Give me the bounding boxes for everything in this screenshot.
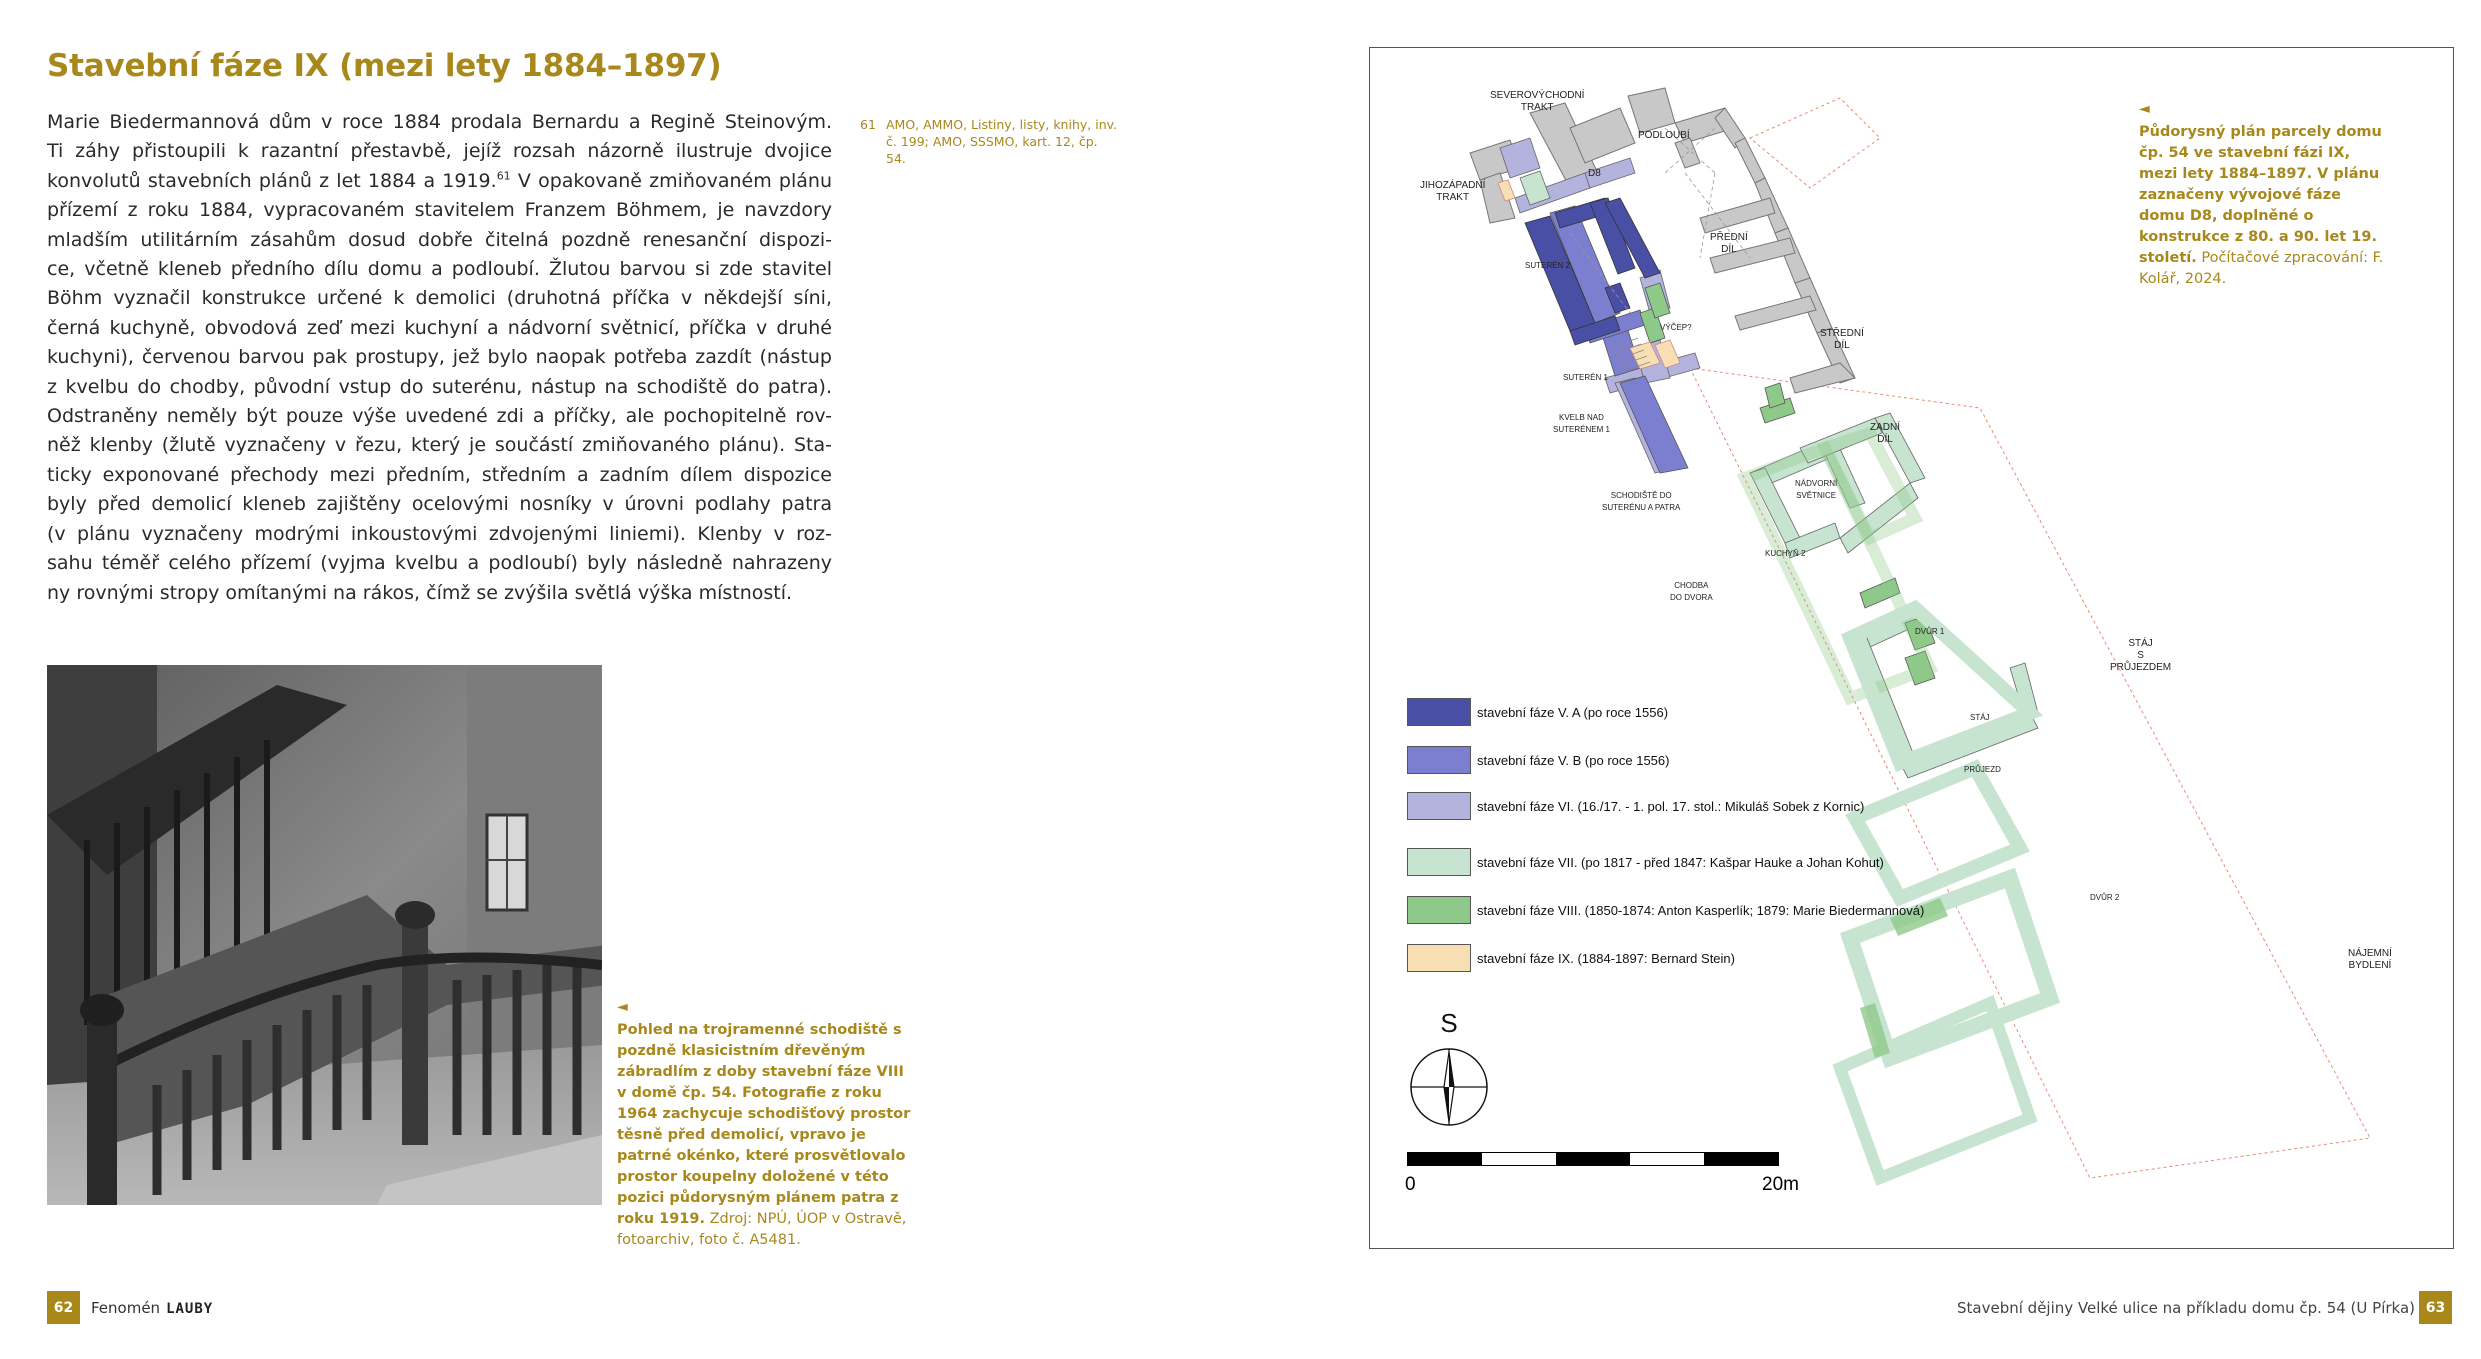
scale-bar: [1405, 1152, 1799, 1212]
legend-label: stavební fáze IX. (1884-1897: Bernard Stein): [1477, 951, 1735, 966]
body-line: kuchyni), červenou barvou pak prostupy, jež bylo naopak potřeba zazdít (nástup: [47, 346, 832, 369]
plan-label-podlobi: PODLOUBÍ: [1638, 130, 1690, 141]
plan-label-vycep: VÝČEP?: [1660, 323, 1692, 332]
footnote: [860, 116, 1120, 167]
north-arrow: [1404, 1008, 1494, 1158]
plan-label-dvur2: DVŮR 2: [2090, 893, 2120, 902]
legend-swatch: [1407, 746, 1471, 774]
body-line-part: konvolutů stavebních plánů z let 1884 a 1919.: [47, 169, 497, 192]
plan-caption: [2139, 102, 2389, 290]
plan-label-predni: PŘEDNÍ DÍL: [1710, 232, 1748, 255]
plan-label-zadni: ZADNÍ DÍL: [1870, 422, 1900, 445]
plan-label-stredni: STŘEDNÍ DÍL: [1820, 328, 1864, 351]
body-line: ticky exponované přechody mezi předním, středním a zadním dílem dispozice: [47, 463, 832, 486]
body-line: Odstraněny neměly být pouze výše uvedené zdi a příčky, ale pochopitelně rov-: [47, 405, 832, 428]
scale-start-label: 0: [1405, 1174, 1416, 1195]
page-number-right: 63: [2419, 1291, 2452, 1324]
scale-bar-segments: [1407, 1152, 1779, 1166]
plan-label-suteren2: SUTERÉN 2: [1525, 261, 1570, 270]
plan-label-chodba: CHODBA DO DVORA: [1670, 581, 1713, 602]
footnote-text: AMO, AMMO, Listiny, listy, knihy, inv. č. 199; AMO, SSSMO, kart. 12, čp. 54.: [886, 117, 1118, 166]
body-line: černá kuchyně, obvodová zeď mezi kuchyní a nádvorní světnicí, příčka v druhé: [47, 316, 832, 339]
footer-left: [91, 1299, 213, 1317]
legend-swatch: [1407, 848, 1471, 876]
body-text: [47, 108, 832, 608]
legend-swatch: [1407, 896, 1471, 924]
plan-label-suteren1: SUTERÉN 1: [1563, 373, 1608, 382]
photo-caption-bold: Pohled na trojramenné schodiště s pozdně klasicistním dřevěným zábradlím z doby stavební fáze VIII v domě čp. 54. Fotografie z roku 1964 zachycuje schodišťový prostor těsně před demolicí, vpravo je patrné okénko, které prosvětlovalo prostor koupelny doložené v této pozici půdorysným plánem patra z roku 1919.: [617, 1022, 911, 1227]
plan-caption-credit: Počítačové zpracování: F. Kolář, 2024.: [2139, 250, 2384, 287]
plan-label-najemni: NÁJEMNÍ BYDLENÍ: [2348, 948, 2392, 971]
legend-swatch: [1407, 944, 1471, 972]
caption-arrow-icon: ◄: [2139, 101, 2150, 117]
body-line: Marie Biedermannová dům v roce 1884 prodala Bernardu a Regině Steinovým.: [47, 111, 832, 133]
body-line: Ti záhy přistoupili k razantní přestavbě, jejíž rozsah názorně ilustruje dvojice: [47, 140, 832, 163]
body-line: mladším utilitárním zásahům dosud dobře čitelná pozdně renesanční dispozi-: [47, 228, 832, 251]
body-line: ny rovnými stropy omítanými na rákos, čímž se zvýšila světlá výška místností.: [47, 581, 793, 604]
plan-label-prujezd: PRŮJEZD: [1964, 765, 2001, 774]
body-line: ce, včetně kleneb předního dílu domu a podloubí. Žlutou barvou si zde stavitel: [47, 258, 832, 281]
plan-label-staj-s-prujezdem: STÁJ S PRŮJEZDEM: [2110, 638, 2172, 673]
plan-label-staj: STÁJ: [1970, 713, 1990, 722]
footnote-reference[interactable]: 61: [496, 169, 511, 183]
footer-series-text: Fenomén: [91, 1299, 161, 1317]
footer-right: Stavební dějiny Velké ulice na příkladu domu čp. 54 (U Pírka): [1957, 1299, 2415, 1317]
body-line: sahu téměř celého přízemí (vyjma kvelbu a podloubí) byly následně nahrazeny: [47, 552, 832, 575]
caption-arrow-icon: ◄: [617, 999, 628, 1015]
legend-label: stavební fáze VII. (po 1817 - před 1847: Kašpar Hauke a Johan Kohut): [1477, 855, 1884, 870]
scale-end-label: 20m: [1762, 1174, 1799, 1195]
body-line: přízemí z roku 1884, vypracovaném stavitelem Franzem Böhmem, je navzdory: [47, 199, 832, 222]
north-letter: S: [1440, 1008, 1458, 1038]
plan-label-dvur1: DVŮR 1: [1915, 627, 1945, 636]
body-line: (v plánu vyznačeny modrými inkoustovými zdvojenými liniemi). Klenby v roz-: [47, 522, 832, 545]
photo-caption: [617, 1000, 917, 1251]
legend-label: stavební fáze VIII. (1850-1874: Anton Kasperlík; 1879: Marie Biedermannová): [1477, 903, 1925, 918]
plan-label-kvelb: KVELB NAD SUTERÉNEM 1: [1553, 413, 1610, 434]
staircase-photo-image: [47, 665, 602, 1205]
plan-label-d8: D8: [1588, 168, 1601, 179]
page-number-left: 62: [47, 1291, 80, 1324]
body-line-part: V opakovaně zmiňovaném plánu: [510, 169, 832, 192]
body-line: Böhm vyznačil konstrukce určené k demolici (druhotná příčka v někdejší síni,: [47, 287, 832, 310]
body-line: něž klenby (žlutě vyznačeny v řezu, který je součástí zmiňovaného plánu). Sta-: [47, 434, 832, 457]
legend-swatch: [1407, 698, 1471, 726]
body-line: [47, 167, 832, 196]
plan-label-kuchyn2: KUCHYŇ 2: [1765, 549, 1806, 558]
body-line: z kvelbu do chodby, původní vstup do suterénu, nástup na schodiště do patra).: [47, 375, 832, 398]
legend-label: stavební fáze VI. (16./17. - 1. pol. 17. stol.: Mikuláš Sobek z Kornic): [1477, 799, 1865, 814]
legend-label: stavební fáze V. A (po roce 1556): [1477, 705, 1669, 720]
compass-icon: [1404, 1042, 1494, 1132]
section-title: Stavební fáze IX (mezi lety 1884–1897): [47, 48, 722, 84]
staircase-photo: [47, 665, 602, 1205]
plan-label-jihozapadni: JIHOZÁPADNÍ TRAKT: [1420, 180, 1486, 203]
plan-label-schodiste: SCHODIŠTĚ DO SUTERÉNU A PATRA: [1602, 491, 1681, 512]
plan-label-severovychodni: SEVEROVÝCHODNÍ TRAKT: [1490, 90, 1585, 113]
lauby-logo: LAUBY: [166, 1301, 214, 1317]
footnote-number: 61: [860, 117, 876, 132]
plan-label-nadvorni: NÁDVORNÍ SVĚTNICE: [1795, 479, 1838, 500]
floor-plan-frame: [1369, 47, 2454, 1249]
legend-label: stavební fáze V. B (po roce 1556): [1477, 753, 1670, 768]
body-line: byly před demolicí kleneb zajištěny ocelovými nosníky v úrovni podlahy patra: [47, 493, 832, 516]
plan-caption-bold: Půdorysný plán parcely domu čp. 54 ve stavební fázi IX, mezi lety 1884–1897. V plánu zaznačeny vývojové fáze domu D8, doplněné o konstrukce z 80. a 90. let 19. století.: [2139, 124, 2382, 266]
photo-caption-source: Zdroj: NPÚ, ÚOP v Ostravě, fotoarchiv, foto č. A5481.: [617, 1211, 907, 1248]
legend-swatch: [1407, 792, 1471, 820]
